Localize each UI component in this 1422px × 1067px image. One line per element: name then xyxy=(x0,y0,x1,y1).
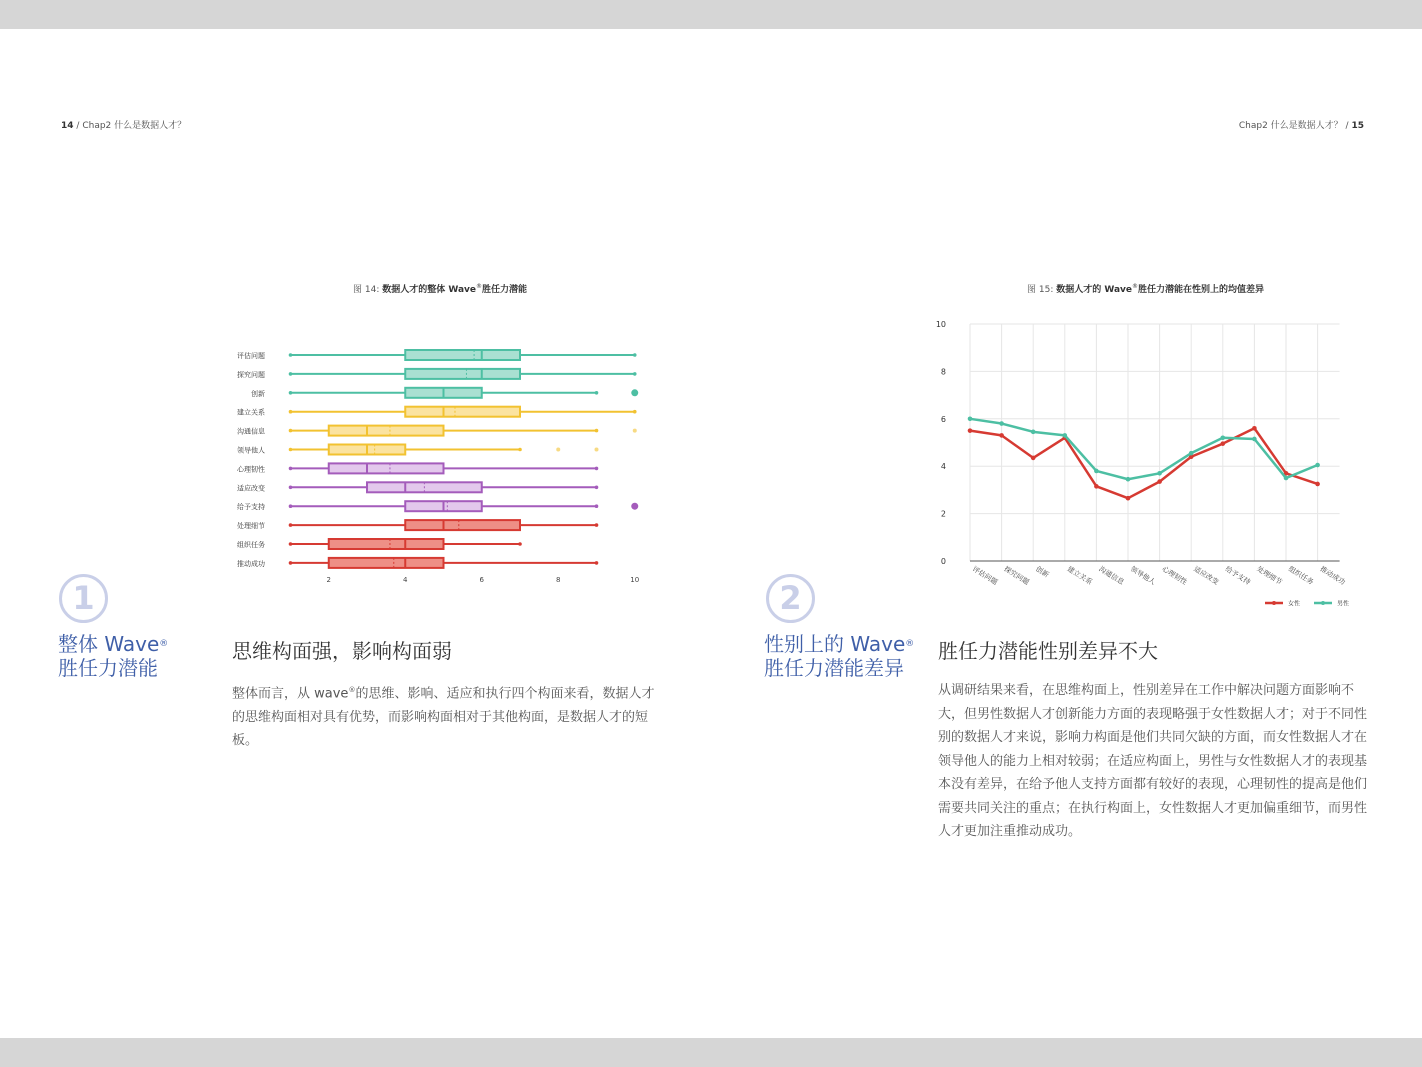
x-category-label-11: 组织任务 xyxy=(1286,564,1315,587)
data-point-男性-11 xyxy=(1284,476,1289,481)
data-point-女性-2 xyxy=(999,433,1004,438)
category-label-3: 创新 xyxy=(251,389,265,398)
category-label-9: 给予支持 xyxy=(237,503,265,512)
section-number-badge-1: 1 xyxy=(59,574,108,623)
legend-label-女性: 女性 xyxy=(1288,600,1301,608)
y-tick-label-8: 8 xyxy=(940,367,946,377)
x-category-label-12: 推动成功 xyxy=(1318,564,1347,587)
data-point-男性-8 xyxy=(1189,451,1194,456)
category-label-2: 探究问题 xyxy=(237,370,265,379)
section-title-1 xyxy=(58,632,168,680)
data-point-男性-4 xyxy=(1063,433,1068,438)
section-body-1-registered: ® xyxy=(348,686,356,694)
section-title-2-registered: ® xyxy=(905,639,915,649)
x-tick-label-2: 2 xyxy=(326,576,331,584)
section-title-2-line2: 胜任力潜能差异 xyxy=(764,656,904,680)
section-heading-1: 思维构面强，影响构面弱 xyxy=(232,639,452,663)
x-tick-label-6: 6 xyxy=(479,576,484,584)
section-title-1-line2: 胜任力潜能 xyxy=(58,656,158,680)
data-point-男性-6 xyxy=(1126,477,1131,482)
data-point-女性-7 xyxy=(1157,479,1162,484)
section-title-2-line1: 性别上的 Wave xyxy=(764,632,906,656)
legend-marker-男性 xyxy=(1321,601,1325,605)
page-number-right: 15 xyxy=(1351,121,1364,131)
legend-marker-女性 xyxy=(1272,601,1276,605)
x-category-label-7: 心理韧性 xyxy=(1160,564,1189,587)
data-point-女性-3 xyxy=(1031,456,1036,461)
x-category-label-2: 探究问题 xyxy=(1002,564,1031,587)
x-category-label-3: 创新 xyxy=(1034,564,1051,580)
section-title-1-line1: 整体 Wave xyxy=(58,632,160,656)
data-point-男性-10 xyxy=(1252,437,1257,442)
data-point-女性-12 xyxy=(1315,482,1320,487)
figure-14-title-a: 数据人才的整体 Wave xyxy=(382,285,477,295)
figure-15-title-b: 胜任力潜能在性别上的均值差异 xyxy=(1138,285,1265,295)
x-tick-label-10: 10 xyxy=(630,576,640,584)
data-point-女性-9 xyxy=(1221,441,1226,446)
figure-14-registered-mark: ® xyxy=(476,283,483,290)
category-label-11: 组织任务 xyxy=(237,541,265,549)
category-label-1: 评估问题 xyxy=(237,352,265,360)
figure-15-registered-mark: ® xyxy=(1132,283,1139,290)
data-point-男性-3 xyxy=(1031,430,1036,435)
section-body-1-part1: 整体而言，从 wave xyxy=(232,686,349,702)
series-line-女性 xyxy=(970,428,1318,498)
x-category-label-5: 沟通信息 xyxy=(1097,564,1126,587)
category-label-6: 领导他人 xyxy=(237,446,265,455)
y-tick-label-2: 2 xyxy=(940,509,946,519)
section-body-2: 从调研结果来看，在思维构面上，性别差异在工作中解决问题方面影响不大，但男性数据人才创新能力方面的表现略强于女性数据人才；对于不同性别的数据人才来说，影响力构面是他们共同欠缺的方面，而女性数据人才在领导他人的能力上相对较弱；在适应构面上，男性与女性数据人才的表现基本没有差异，在给予他人支持方面都有较好的表现，心理韧性的提高是他们需要共同关注的重点；在执行构面上，女性数据人才更加偏重细节，而男性人才更加注重推动成功。 xyxy=(938,683,1368,839)
data-point-女性-6 xyxy=(1126,496,1131,501)
category-label-4: 建立关系 xyxy=(237,408,265,417)
section-heading-2: 胜任力潜能性别差异不大 xyxy=(938,639,1158,663)
legend-label-男性: 男性 xyxy=(1337,600,1350,608)
data-point-男性-2 xyxy=(999,421,1004,426)
header-separator-right: / xyxy=(1345,121,1349,131)
data-point-男性-5 xyxy=(1094,469,1099,474)
x-category-label-9: 给予支持 xyxy=(1223,564,1252,587)
data-point-女性-5 xyxy=(1094,484,1099,489)
chapter-title-left: Chap2 什么是数据人才？ xyxy=(82,121,187,131)
chapter-title-right: Chap2 什么是数据人才？ xyxy=(1238,121,1343,131)
figure-15-title-a: 数据人才的 Wave xyxy=(1056,285,1133,295)
figure-14-number: 图 14: xyxy=(353,285,380,295)
figure-14-title-b: 胜任力潜能 xyxy=(482,285,528,295)
data-point-女性-10 xyxy=(1252,426,1257,431)
data-point-男性-9 xyxy=(1221,435,1226,440)
data-point-男性-1 xyxy=(968,417,973,422)
y-tick-label-4: 4 xyxy=(940,462,946,472)
y-tick-label-10: 10 xyxy=(935,320,946,329)
section-body-1-part2: 的思维、影响、适应和执行四个构面来看，数据人才的思维构面相对具有优势，而影响构面相对于其他构面，是数据人才的短板。 xyxy=(232,686,655,749)
section-body-1 xyxy=(232,679,656,753)
x-tick-label-8: 8 xyxy=(556,576,561,584)
x-tick-label-4: 4 xyxy=(403,576,408,584)
section-title-2 xyxy=(764,632,914,680)
y-tick-label-0: 0 xyxy=(940,557,946,566)
x-category-label-4: 建立关系 xyxy=(1065,564,1094,587)
header-separator-left: / xyxy=(76,121,80,131)
x-category-label-1: 评估问题 xyxy=(970,564,999,587)
page-number-left: 14 xyxy=(61,121,74,131)
section-title-1-registered: ® xyxy=(159,639,169,649)
data-point-女性-1 xyxy=(968,428,973,433)
data-point-男性-7 xyxy=(1157,471,1162,476)
x-category-label-6: 领导他人 xyxy=(1128,564,1157,587)
section-number-badge-2: 2 xyxy=(766,574,815,623)
category-label-7: 心理韧性 xyxy=(237,465,265,474)
category-label-5: 沟通信息 xyxy=(237,427,265,436)
y-tick-label-6: 6 xyxy=(940,414,946,424)
x-category-label-8: 适应改变 xyxy=(1192,564,1221,587)
category-label-8: 适应改变 xyxy=(237,484,265,493)
x-category-label-10: 处理细节 xyxy=(1255,564,1284,587)
category-label-10: 处理细节 xyxy=(237,522,265,531)
data-point-男性-12 xyxy=(1315,463,1320,468)
category-label-12: 推动成功 xyxy=(237,559,265,568)
figure-15-number: 图 15: xyxy=(1027,285,1054,295)
